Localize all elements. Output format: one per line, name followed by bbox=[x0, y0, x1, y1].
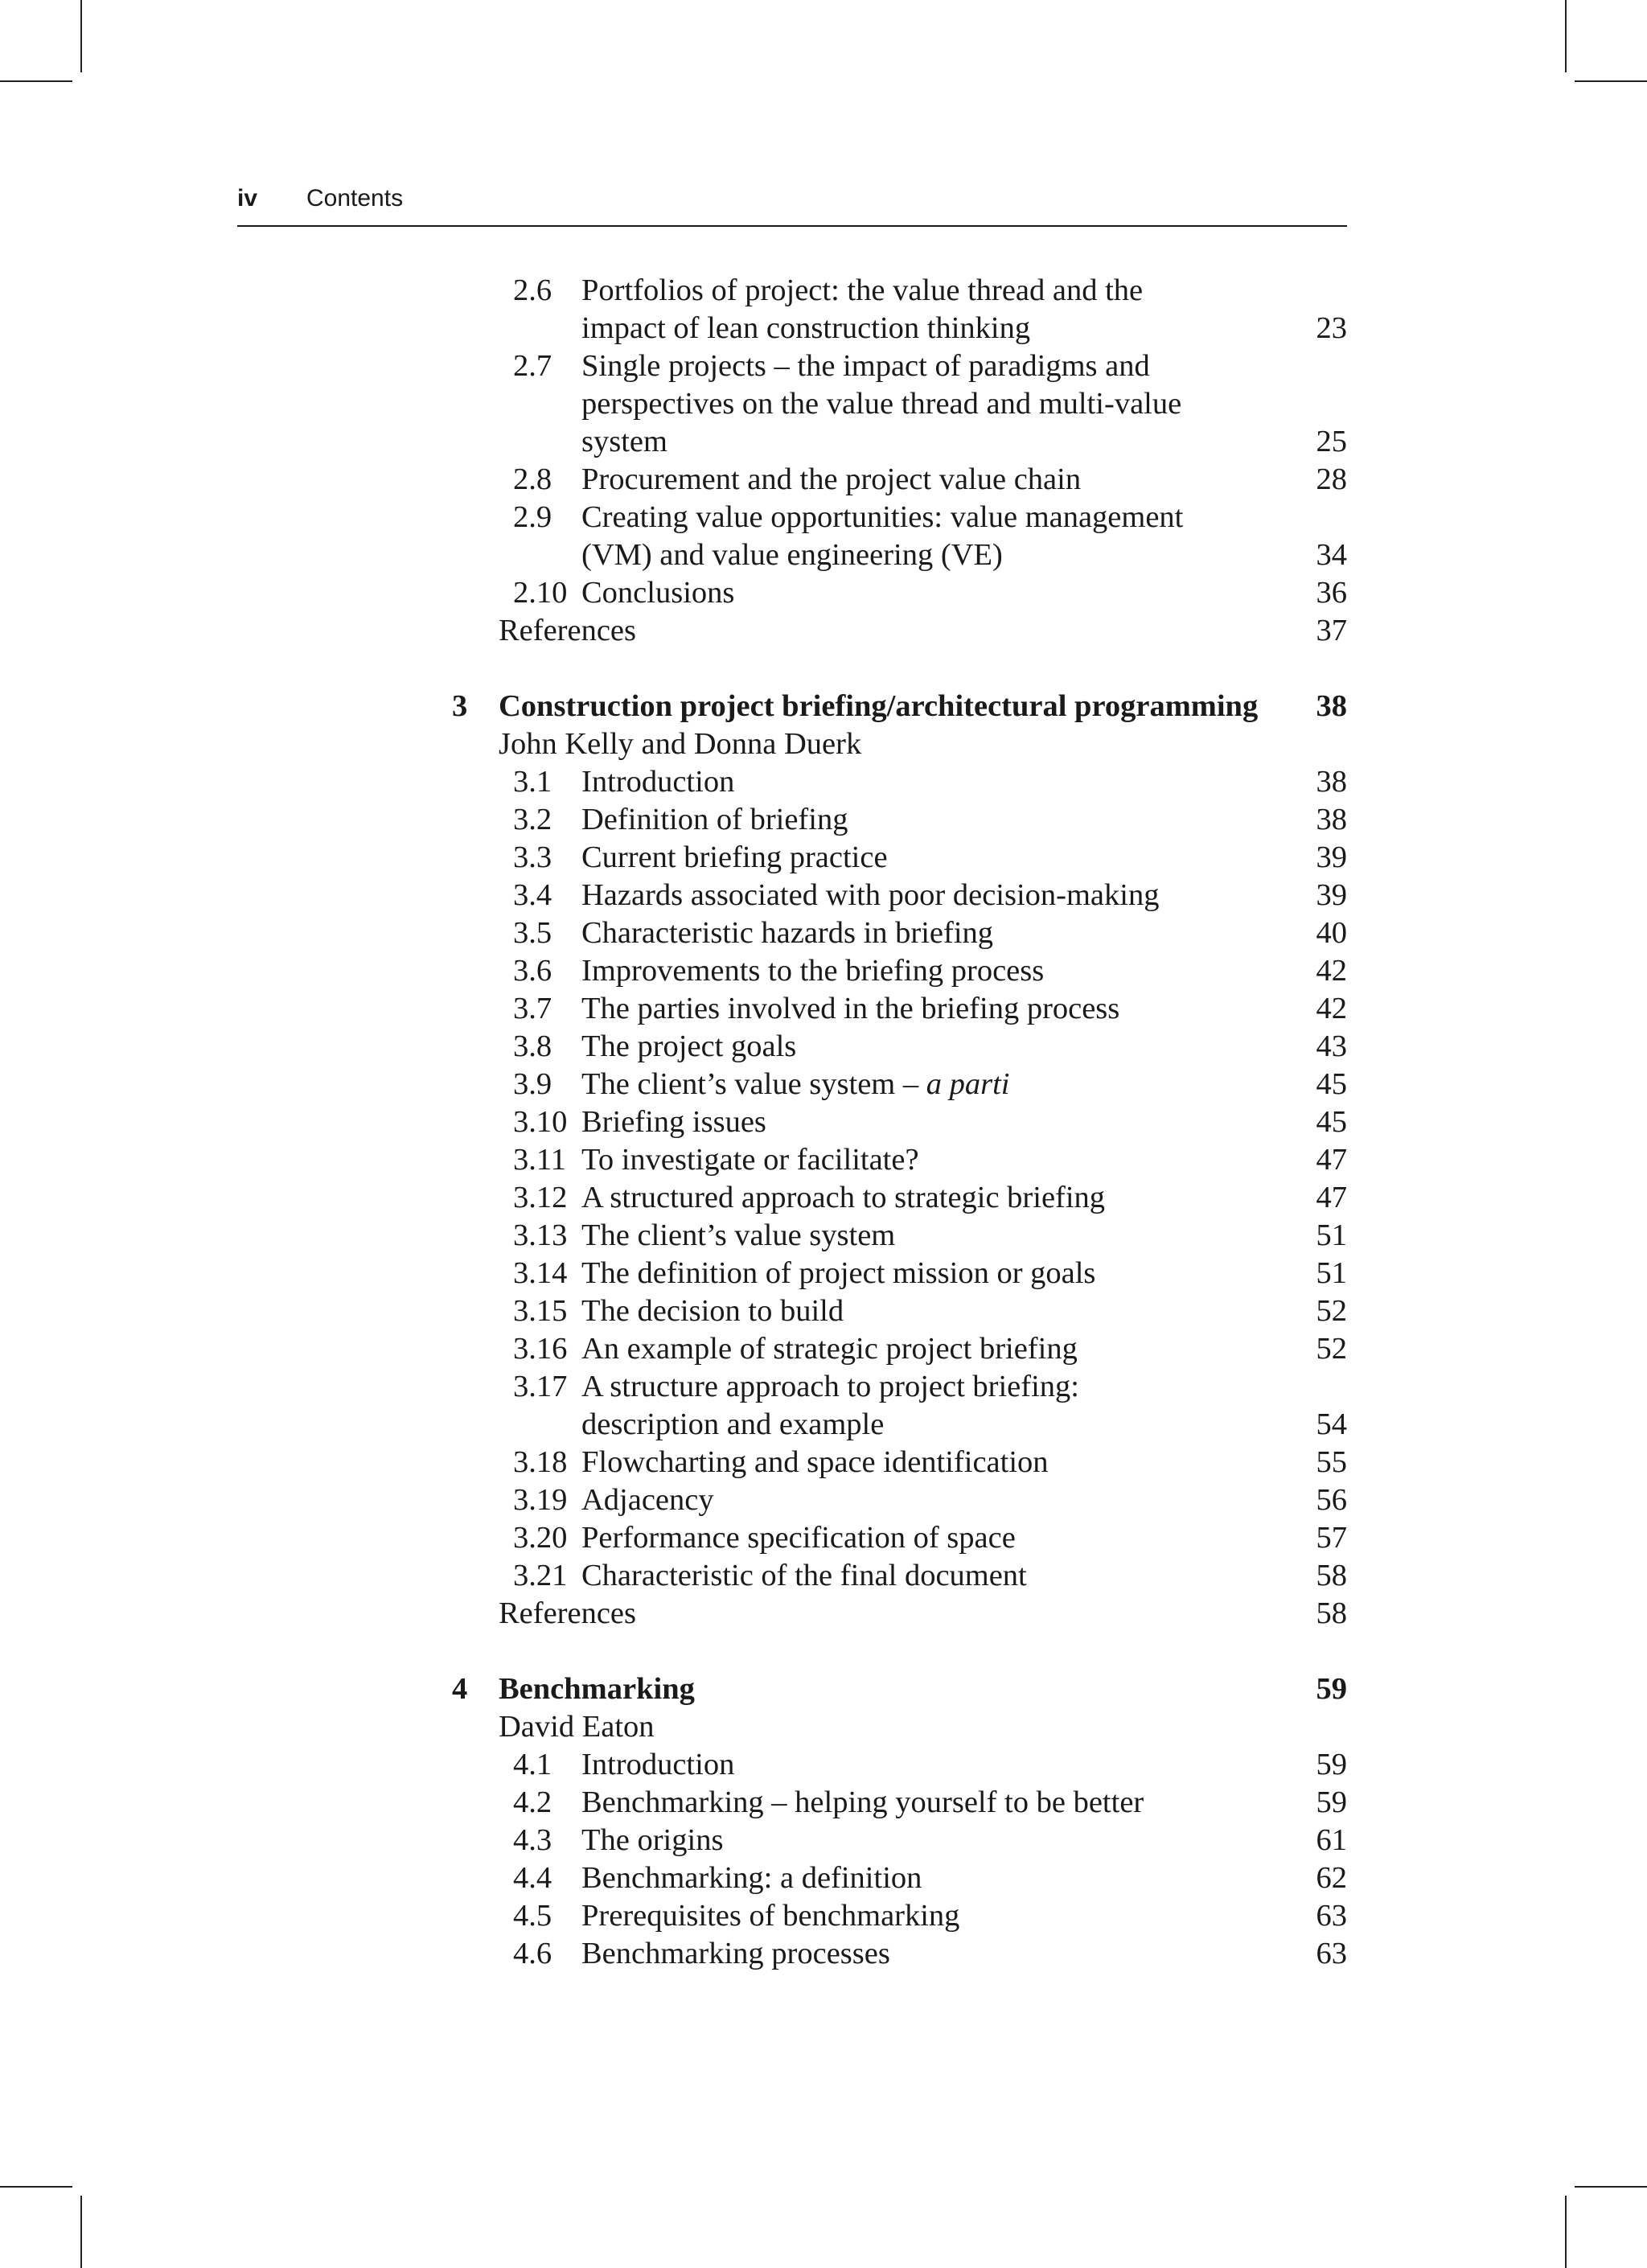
page-number: 59 bbox=[1316, 1748, 1347, 1781]
toc-entry[interactable] bbox=[434, 1292, 1347, 1330]
section-title: Introduction bbox=[581, 765, 735, 799]
section-number: 4.4 bbox=[513, 1861, 552, 1895]
page-number: 59 bbox=[1316, 1785, 1347, 1819]
page-number: 45 bbox=[1316, 1067, 1347, 1101]
section-title: (VM) and value engineering (VE) bbox=[581, 538, 1003, 572]
author-names: David Eaton bbox=[499, 1710, 655, 1744]
section-title: The project goals bbox=[581, 1029, 797, 1063]
section-number: 3.21 bbox=[513, 1559, 568, 1592]
section-number: 4.3 bbox=[513, 1823, 552, 1857]
spacer bbox=[434, 650, 1347, 688]
page-number: 23 bbox=[1316, 311, 1347, 345]
page-number: 51 bbox=[1316, 1218, 1347, 1252]
page-number: 51 bbox=[1316, 1256, 1347, 1290]
section-title: system bbox=[581, 425, 667, 458]
running-head bbox=[237, 185, 1347, 225]
section-number: 2.7 bbox=[513, 349, 552, 383]
section-title: Single projects – the impact of paradigms and bbox=[581, 349, 1150, 383]
page-number: 54 bbox=[1316, 1407, 1347, 1441]
section-title: To investigate or facilitate? bbox=[581, 1143, 919, 1177]
toc-entry[interactable] bbox=[434, 1255, 1347, 1292]
chapter-number: 3 bbox=[452, 689, 468, 723]
toc-entry[interactable] bbox=[434, 1481, 1347, 1519]
toc-entry[interactable] bbox=[434, 1103, 1347, 1141]
page-number: 58 bbox=[1316, 1559, 1347, 1592]
page-number: 45 bbox=[1316, 1105, 1347, 1139]
section-title: The parties involved in the briefing process bbox=[581, 992, 1120, 1025]
toc-entry[interactable] bbox=[434, 1822, 1347, 1859]
section-number: 3.4 bbox=[513, 878, 552, 912]
section-title-text: The client’s value system – bbox=[581, 1067, 926, 1101]
section-title: Procurement and the project value chain bbox=[581, 462, 1082, 496]
page-number: 63 bbox=[1316, 1899, 1347, 1933]
crop-mark bbox=[1575, 80, 1647, 82]
toc-entry[interactable] bbox=[434, 1141, 1347, 1179]
page-number: 63 bbox=[1316, 1937, 1347, 1970]
toc-entry[interactable] bbox=[434, 499, 1347, 536]
toc-entry[interactable] bbox=[434, 1784, 1347, 1822]
section-title: Benchmarking – helping yourself to be better bbox=[581, 1785, 1144, 1819]
toc-entry[interactable] bbox=[434, 990, 1347, 1028]
section-number: 3.18 bbox=[513, 1445, 568, 1479]
section-title: Benchmarking: a definition bbox=[581, 1861, 922, 1895]
page-number: 61 bbox=[1316, 1823, 1347, 1857]
page-number: 42 bbox=[1316, 992, 1347, 1025]
crop-mark bbox=[0, 2186, 72, 2188]
toc-entry-continuation[interactable] bbox=[434, 536, 1347, 574]
section-number: 3.7 bbox=[513, 992, 552, 1025]
page-number: 34 bbox=[1316, 538, 1347, 572]
toc-entry[interactable] bbox=[434, 839, 1347, 877]
crop-mark bbox=[1575, 2186, 1647, 2188]
toc-entry[interactable] bbox=[434, 763, 1347, 801]
section-title: impact of lean construction thinking bbox=[581, 311, 1031, 345]
toc-entry[interactable] bbox=[434, 1897, 1347, 1935]
section-number: 3.2 bbox=[513, 803, 552, 836]
page-number: 28 bbox=[1316, 462, 1347, 496]
page-number: 47 bbox=[1316, 1143, 1347, 1177]
section-number: 2.6 bbox=[513, 273, 552, 307]
page-number: 40 bbox=[1316, 916, 1347, 950]
toc-entry[interactable] bbox=[434, 1028, 1347, 1066]
chapter-authors bbox=[434, 1708, 1347, 1746]
toc-references[interactable] bbox=[434, 612, 1347, 650]
header-rule bbox=[237, 225, 1347, 227]
section-title: description and example bbox=[581, 1407, 885, 1441]
page-number: 57 bbox=[1316, 1521, 1347, 1555]
toc-entry-continuation[interactable] bbox=[434, 1406, 1347, 1444]
chapter-heading[interactable] bbox=[434, 688, 1347, 725]
section-number: 3.16 bbox=[513, 1332, 568, 1366]
toc-entry-continuation[interactable] bbox=[434, 423, 1347, 461]
section-title: Current briefing practice bbox=[581, 840, 888, 874]
section-number: 3.8 bbox=[513, 1029, 552, 1063]
section-number: 3.17 bbox=[513, 1370, 568, 1403]
references-label: References bbox=[499, 1596, 636, 1630]
section-number: 2.10 bbox=[513, 576, 568, 610]
section-title: A structure approach to project briefing: bbox=[581, 1370, 1079, 1403]
page-number: 38 bbox=[1316, 803, 1347, 836]
section-title: A structured approach to strategic briefing bbox=[581, 1181, 1106, 1214]
section-title: The origins bbox=[581, 1823, 724, 1857]
crop-mark bbox=[80, 2196, 82, 2268]
section-number: 4.5 bbox=[513, 1899, 552, 1933]
section-number: 4.2 bbox=[513, 1785, 552, 1819]
section-number: 3.3 bbox=[513, 840, 552, 874]
section-number: 3.6 bbox=[513, 954, 552, 988]
toc-entry[interactable] bbox=[434, 1859, 1347, 1897]
toc-entry[interactable] bbox=[434, 1935, 1347, 1973]
toc-entry[interactable] bbox=[434, 1217, 1347, 1255]
chapter-title: Construction project briefing/architectural programming bbox=[499, 689, 1259, 723]
toc-entry[interactable] bbox=[434, 272, 1347, 310]
section-number: 3.20 bbox=[513, 1521, 568, 1555]
page-number: 52 bbox=[1316, 1294, 1347, 1328]
chapter-page-number: 38 bbox=[1316, 689, 1347, 723]
section-number: 3.14 bbox=[513, 1256, 568, 1290]
page-folio: iv bbox=[237, 185, 258, 212]
section-title: Benchmarking processes bbox=[581, 1937, 890, 1970]
page-number: 43 bbox=[1316, 1029, 1347, 1063]
toc-entry[interactable] bbox=[434, 574, 1347, 612]
chapter-number: 4 bbox=[452, 1672, 468, 1706]
toc-entry[interactable] bbox=[434, 1519, 1347, 1557]
page-number: 56 bbox=[1316, 1483, 1347, 1517]
section-number: 3.1 bbox=[513, 765, 552, 799]
toc-entry[interactable] bbox=[434, 1557, 1347, 1595]
crop-mark bbox=[0, 80, 72, 82]
page-number: 39 bbox=[1316, 840, 1347, 874]
page-number: 58 bbox=[1316, 1596, 1347, 1630]
section-title: Flowcharting and space identification bbox=[581, 1445, 1049, 1479]
section-number: 3.19 bbox=[513, 1483, 568, 1517]
page-number: 36 bbox=[1316, 576, 1347, 610]
toc-entry-continuation[interactable] bbox=[434, 310, 1347, 347]
section-title: Conclusions bbox=[581, 576, 735, 610]
toc-entry[interactable] bbox=[434, 1368, 1347, 1406]
author-names: John Kelly and Donna Duerk bbox=[499, 727, 862, 761]
section-title: Portfolios of project: the value thread and the bbox=[581, 273, 1144, 307]
toc-entry[interactable] bbox=[434, 801, 1347, 839]
table-of-contents bbox=[434, 272, 1347, 1973]
crop-mark bbox=[1565, 2196, 1567, 2268]
toc-entry[interactable] bbox=[434, 952, 1347, 990]
section-title: Definition of briefing bbox=[581, 803, 848, 836]
section-title bbox=[581, 1066, 1010, 1103]
page-number: 52 bbox=[1316, 1332, 1347, 1366]
crop-mark bbox=[80, 0, 82, 72]
chapter-authors bbox=[434, 725, 1347, 763]
references-label: References bbox=[499, 614, 636, 647]
chapter-title: Benchmarking bbox=[499, 1672, 695, 1706]
section-number: 3.11 bbox=[513, 1143, 566, 1177]
section-title: The client’s value system bbox=[581, 1218, 896, 1252]
section-title: perspectives on the value thread and multi-value bbox=[581, 387, 1182, 421]
section-number: 3.9 bbox=[513, 1067, 552, 1101]
section-title: Adjacency bbox=[581, 1483, 714, 1517]
section-title: The definition of project mission or goals bbox=[581, 1256, 1096, 1290]
toc-entry[interactable] bbox=[434, 461, 1347, 499]
page-number: 55 bbox=[1316, 1445, 1347, 1479]
section-title-italic: a parti bbox=[926, 1067, 1010, 1101]
page-number: 47 bbox=[1316, 1181, 1347, 1214]
toc-entry[interactable] bbox=[434, 914, 1347, 952]
section-title: Creating value opportunities: value management bbox=[581, 500, 1184, 534]
chapter-heading[interactable] bbox=[434, 1670, 1347, 1708]
page-number: 42 bbox=[1316, 954, 1347, 988]
spacer bbox=[434, 1633, 1347, 1670]
toc-entry[interactable] bbox=[434, 347, 1347, 385]
toc-entry[interactable] bbox=[434, 1066, 1347, 1103]
section-number: 3.10 bbox=[513, 1105, 568, 1139]
chapter-page-number: 59 bbox=[1316, 1672, 1347, 1706]
toc-references[interactable] bbox=[434, 1595, 1347, 1633]
page-number: 62 bbox=[1316, 1861, 1347, 1895]
toc-entry[interactable] bbox=[434, 1179, 1347, 1217]
section-title: Characteristic of the final document bbox=[581, 1559, 1027, 1592]
section-title: Prerequisites of benchmarking bbox=[581, 1899, 960, 1933]
section-title: Improvements to the briefing process bbox=[581, 954, 1045, 988]
section-title: The decision to build bbox=[581, 1294, 844, 1328]
section-title: Briefing issues bbox=[581, 1105, 766, 1139]
running-head-title: Contents bbox=[306, 185, 404, 212]
section-title: Characteristic hazards in briefing bbox=[581, 916, 994, 950]
toc-entry[interactable] bbox=[434, 1330, 1347, 1368]
toc-entry-continuation[interactable] bbox=[434, 385, 1347, 423]
section-title: An example of strategic project briefing bbox=[581, 1332, 1078, 1366]
crop-mark bbox=[1565, 0, 1567, 72]
section-number: 2.9 bbox=[513, 500, 552, 534]
page-number: 25 bbox=[1316, 425, 1347, 458]
section-title: Hazards associated with poor decision-making bbox=[581, 878, 1160, 912]
section-title: Performance specification of space bbox=[581, 1521, 1016, 1555]
toc-entry[interactable] bbox=[434, 1746, 1347, 1784]
section-number: 4.1 bbox=[513, 1748, 552, 1781]
toc-entry[interactable] bbox=[434, 1444, 1347, 1481]
page-number: 39 bbox=[1316, 878, 1347, 912]
section-title: Introduction bbox=[581, 1748, 735, 1781]
page-number: 37 bbox=[1316, 614, 1347, 647]
section-number: 3.15 bbox=[513, 1294, 568, 1328]
section-number: 2.8 bbox=[513, 462, 552, 496]
toc-entry[interactable] bbox=[434, 877, 1347, 914]
section-number: 4.6 bbox=[513, 1937, 552, 1970]
section-number: 3.5 bbox=[513, 916, 552, 950]
page-number: 38 bbox=[1316, 765, 1347, 799]
section-number: 3.12 bbox=[513, 1181, 568, 1214]
section-number: 3.13 bbox=[513, 1218, 568, 1252]
